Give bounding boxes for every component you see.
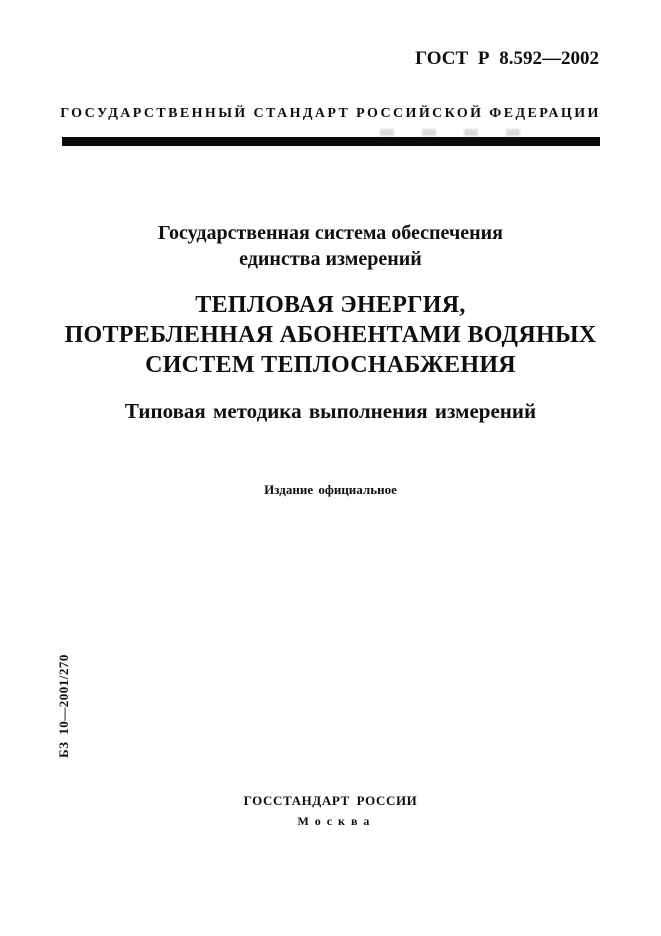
methodology-subtitle: Типовая методика выполнения измерений — [124, 399, 537, 423]
official-edition-note: Издание официальное — [264, 482, 397, 497]
publication-city: Москва — [297, 814, 376, 828]
system-title-line-2: единства измерений — [239, 248, 422, 270]
side-registration-code: БЗ 10—2001/270 — [56, 654, 71, 758]
main-title-line-3: СИСТЕМ ТЕПЛОСНАБЖЕНИЯ — [145, 352, 516, 378]
system-title-line-1: Государственная система обеспечения — [158, 222, 503, 244]
standard-category-heading: ГОСУДАРСТВЕННЫЙ СТАНДАРТ РОССИЙСКОЙ ФЕДЕРАЦИИ — [60, 106, 601, 121]
system-title — [0, 220, 661, 272]
standard-designation: ГОСТ Р 8.592—2002 — [415, 48, 599, 69]
main-title — [0, 290, 661, 380]
header-rule — [62, 137, 600, 146]
main-title-line-1: ТЕПЛОВАЯ ЭНЕРГИЯ, — [195, 292, 466, 318]
scan-artifact — [380, 129, 530, 136]
main-title-line-2: ПОТРЕБЛЕННАЯ АБОНЕНТАМИ ВОДЯНЫХ — [64, 322, 597, 348]
publisher-name: ГОССТАНДАРТ РОССИИ — [243, 793, 418, 808]
